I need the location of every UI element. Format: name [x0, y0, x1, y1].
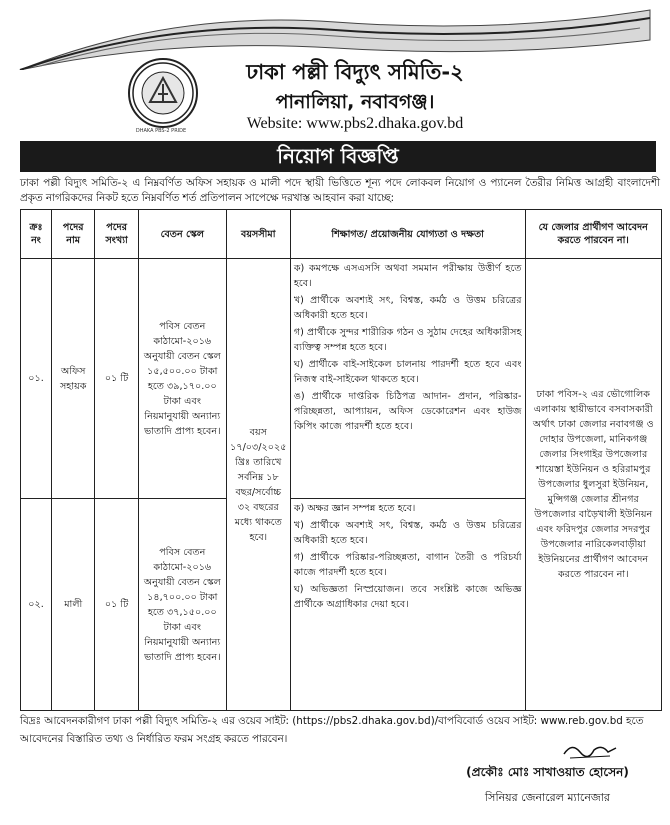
qualification-item: খ) প্রার্থীকে অবশ্যই সৎ, বিশ্বস্ত, কর্মঠ ও উত্তম চরিত্রের অধিকারী হতে হবে। [293, 520, 522, 546]
pbs-logo [128, 58, 198, 128]
row-serial: ০১. [21, 259, 52, 499]
qualification-item: গ) প্রার্থীকে পরিষ্কার-পরিচ্ছন্নতা, বাগান তৈরী ও পরিচর্যা কাজে পারদর্শী হতে হবে। [293, 552, 522, 578]
age-limit-cell: বয়স ১৭/০৩/২০২৫ খ্রিঃ তারিখে সর্বনিম্ন ১৮ বছর/সর্বোচ্চ ৩২ বছরের মধ্যে থাকতে হবে। [226, 259, 290, 711]
header-restricted-districts: যে জেলার প্রার্থীগণ আবেদন করতে পারবেন না। [525, 210, 661, 259]
organization-name: ঢাকা পল্লী বিদ্যুৎ সমিতি-২ [246, 60, 464, 84]
row-qualifications [290, 499, 525, 711]
restricted-districts-cell: ঢাকা পবিস-২ এর ভৌগোলিক এলাকায় স্থায়ীভাবে বসবাসকারী অর্থাৎ ঢাকা জেলার নবাবগঞ্জ ও দোহার উপজেলা, মানিকগঞ্জ জেলার সিংগাইর উপজেলার শায়েস্তা ইউনিয়ন ও হরিরামপুর উপজেলার ধুলসুরা ইউনিয়ন, মুন্সিগঞ্জ জেলার শ্রীনগর উপজেলার বাড়ৈখালী ইউনিয়ন এবং ফরিদপুর জেলার সদরপুর উপজেলার নারিকেলবাড়ীয়া ইউনিয়নের প্রার্থীগণ আবেদন করতে পারবেন না। [525, 259, 661, 711]
footer-note: বিদ্রঃ আবেদনকারীগণ ঢাকা পল্লী বিদ্যুৎ সমিতি-২ এর ওয়েব সাইট: (https://pbs2.dhaka.gov.bd)/বাপবিবোর্ড ওয়েব সাইট: www.reb.gov.bd হতে আবেদনের বিস্তারিত তথ্য ও নির্ধারিত ফরম সংগ্রহ করতে পারবেন। [20, 715, 644, 745]
header-serial: ক্রঃ নং [21, 210, 52, 259]
notice-intro: ঢাকা পল্লী বিদ্যুৎ সমিতি-২ এ নিম্নবর্ণিত অফিস সহায়ক ও মালী পদে স্থায়ী ভিত্তিতে শূন্য পদে লোকবল নিয়োগ ও প্যানেল তৈরীর নিমিত্ত আগ্রহী বাংলাদেশী প্রকৃত নাগরিকদের নিকট হতে নিম্নবর্ণিত শর্ত প্রতিপালন সাপেক্ষে দরখাস্ত আহবান করা যাচ্ছে: [20, 177, 660, 204]
qualification-item: ঙ) প্রার্থীকে দাপ্তরিক চিঠিপত্র আদান- প্রদান, পরিষ্কার-পরিচ্ছন্নতা, আপ্যায়ন, অফিস ডেকোরেশন এবং হাউজ কিপিং কাজে পারদর্শী হতে হবে। [293, 391, 522, 432]
row-qualifications [290, 259, 525, 499]
header-post-count: পদের সংখ্যা [95, 210, 138, 259]
qualification-item: ঘ) প্রার্থীকে বাই-সাইকেল চালনায় পারদর্শী হতে হবে এবং নিজস্ব বাই-সাইকেল থাকতে হবে। [293, 359, 522, 385]
organization-location: পানালিয়া, নবাবগঞ্জ। [275, 91, 435, 113]
row-post-count: ০১ টি [95, 499, 138, 711]
table-header-row [21, 210, 662, 259]
signatory-designation: সিনিয়র জেনারেল ম্যানেজার [485, 791, 610, 804]
notice-title: নিয়োগ বিজ্ঞপ্তি [20, 141, 656, 172]
qualification-item: ক) অক্ষর জ্ঞান সম্পন্ন হতে হবে। [293, 503, 416, 514]
logo-caption: DHAKA PBS-2 PRIDE [135, 128, 187, 134]
qualification-item: ঘ) অভিজ্ঞতা নিস্প্রয়োজন। তবে সংশ্লিষ্ট কাজে অভিজ্ঞ প্রার্থীকে অগ্রাধিকার দেয়া হবে। [293, 584, 522, 610]
qualification-item: ক) কমপক্ষে এসএসসি অথবা সমমান পরীক্ষায় উত্তীর্ণ হতে হবে। [293, 263, 522, 289]
row-salary: পবিস বেতন কাঠামো-২০১৬ অনুযায়ী বেতন স্কেল ১৪,৭০০.০০ টাকা হতে ৩৭,১৫০.০০ টাকা এবং নিয়মানুযায়ী অন্যান্য ভাতাদি প্রাপ্য হবেন। [138, 499, 226, 711]
row-serial: ০২. [21, 499, 52, 711]
header-salary: বেতন স্কেল [138, 210, 226, 259]
table-row [21, 259, 662, 499]
row-post-name: মালী [52, 499, 95, 711]
row-post-name: অফিস সহায়ক [52, 259, 95, 499]
row-post-count: ০১ টি [95, 259, 138, 499]
header-age-limit: বয়সসীমা [226, 210, 290, 259]
header-qualifications: শিক্ষাগত/ প্রয়োজনীয় যোগ্যতা ও দক্ষতা [290, 210, 525, 259]
job-table [20, 209, 662, 711]
row-salary: পবিস বেতন কাঠামো-২০১৬ অনুযায়ী বেতন স্কেল ১৫,৫০০.০০ টাকা হতে ৩৯,১৭০.০০ টাকা এবং নিয়মানুযায়ী অন্যান্য ভাতাদি প্রাপ্য হবেন। [138, 259, 226, 499]
signatory-name: (প্রকৌঃ মোঃ সাখাওয়াত হোসেন) [466, 765, 629, 779]
header-post-name: পদের নাম [52, 210, 95, 259]
signature-mark [560, 738, 620, 762]
qualification-item: গ) প্রার্থীকে সুন্দর শারীরিক গঠন ও সুঠাম দেহের অধিকারীসহ ব্যক্তিত্ব সম্পন্ন হতে হবে। [293, 327, 522, 353]
organization-website: Website: www.pbs2.dhaka.gov.bd [246, 115, 464, 132]
qualification-item: খ) প্রার্থীকে অবশ্যই সৎ, বিশ্বস্ত, কর্মঠ ও উত্তম চরিত্রের অধিকারী হতে হবে। [293, 295, 522, 321]
